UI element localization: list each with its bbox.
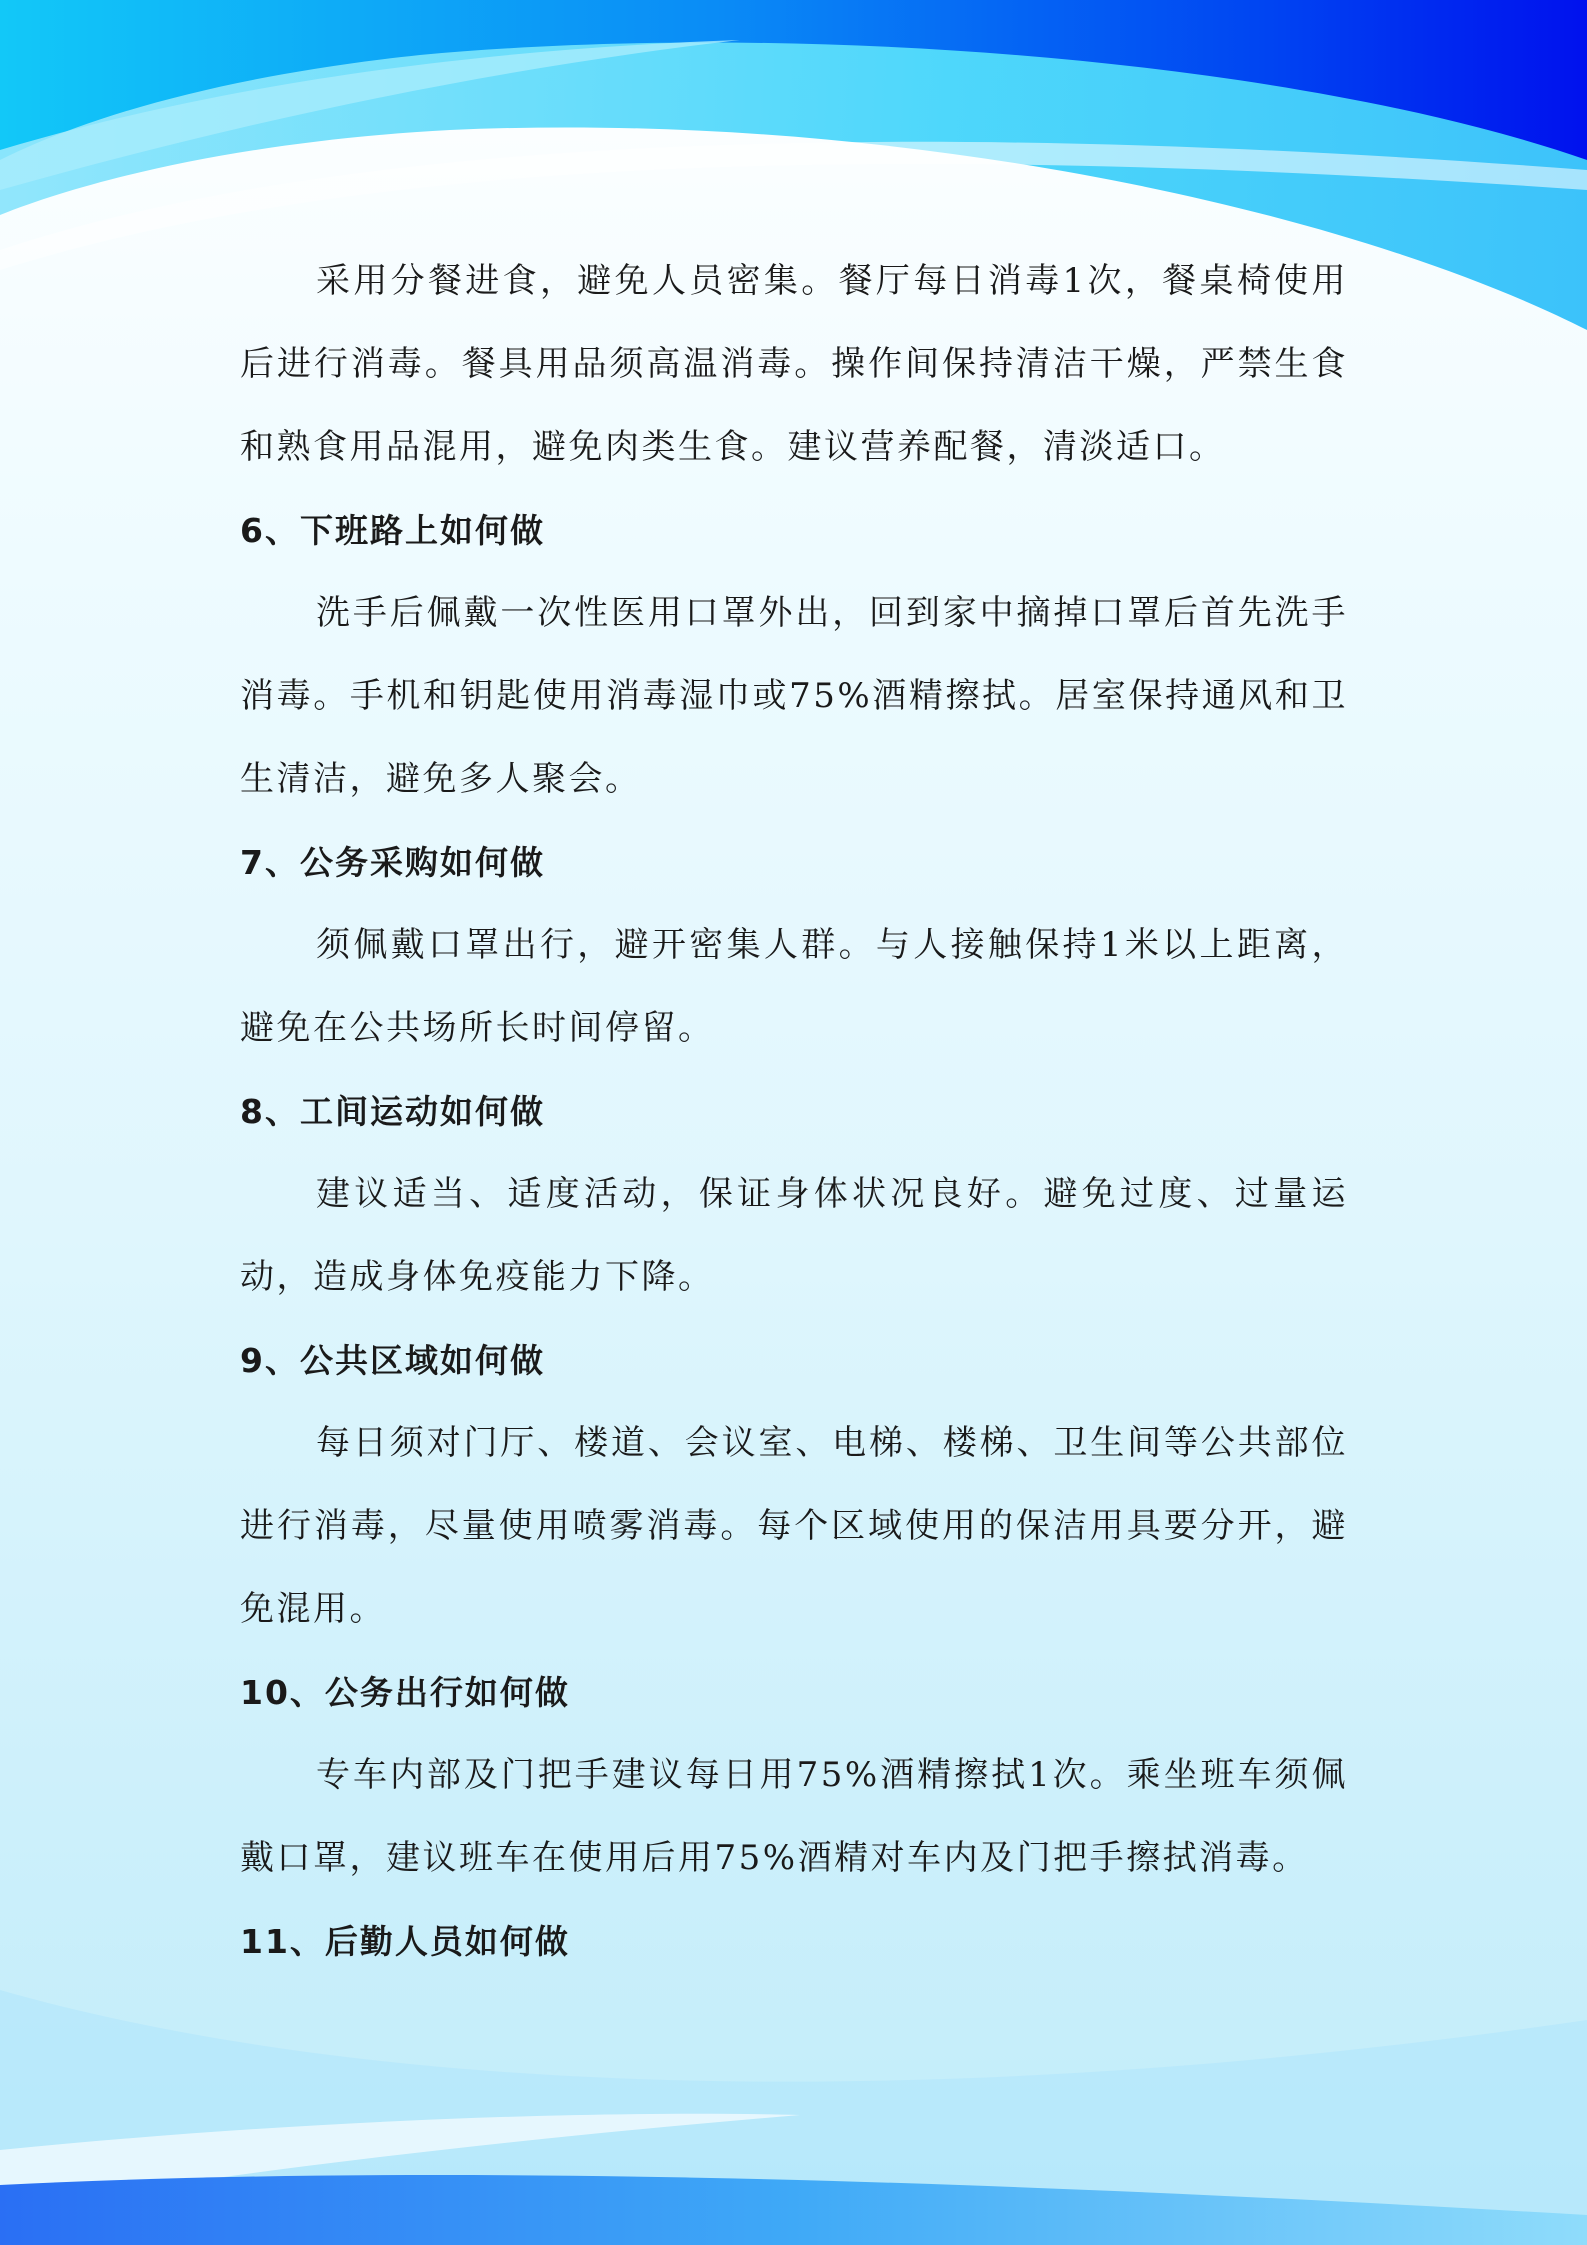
heading-6: 6、下班路上如何做 bbox=[240, 511, 545, 550]
paragraph-procurement: 须佩戴口罩出行，避开密集人群。与人接触保持1米以上距离，避免在公共场所长时间停留。 bbox=[240, 925, 1348, 1048]
heading-7: 7、公务采购如何做 bbox=[240, 843, 545, 882]
paragraph-public-areas: 每日须对门厅、楼道、会议室、电梯、楼梯、卫生间等公共部位进行消毒，尽量使用喷雾消毒。每个区域使用的保洁用具要分开，避免混用。 bbox=[240, 1423, 1348, 1629]
paragraph-dining: 采用分餐进食，避免人员密集。餐厅每日消毒1次，餐桌椅使用后进行消毒。餐具用品须高温消毒。操作间保持清洁干燥，严禁生食和熟食用品混用，避免肉类生食。建议营养配餐，清淡适口。 bbox=[240, 261, 1348, 467]
paragraph-commute: 洗手后佩戴一次性医用口罩外出，回到家中摘掉口罩后首先洗手消毒。手机和钥匙使用消毒湿巾或75%酒精擦拭。居室保持通风和卫生清洁，避免多人聚会。 bbox=[240, 593, 1348, 799]
heading-11: 11、后勤人员如何做 bbox=[240, 1922, 570, 1961]
heading-8: 8、工间运动如何做 bbox=[240, 1092, 545, 1131]
document-body bbox=[240, 240, 1348, 1983]
paragraph-official-travel: 专车内部及门把手建议每日用75%酒精擦拭1次。乘坐班车须佩戴口罩，建议班车在使用后用75%酒精对车内及门把手擦拭消毒。 bbox=[240, 1755, 1348, 1878]
paragraph-exercise: 建议适当、适度活动，保证身体状况良好。避免过度、过量运动，造成身体免疫能力下降。 bbox=[240, 1174, 1348, 1297]
heading-9: 9、公共区域如何做 bbox=[240, 1341, 545, 1380]
heading-10: 10、公务出行如何做 bbox=[240, 1673, 570, 1712]
